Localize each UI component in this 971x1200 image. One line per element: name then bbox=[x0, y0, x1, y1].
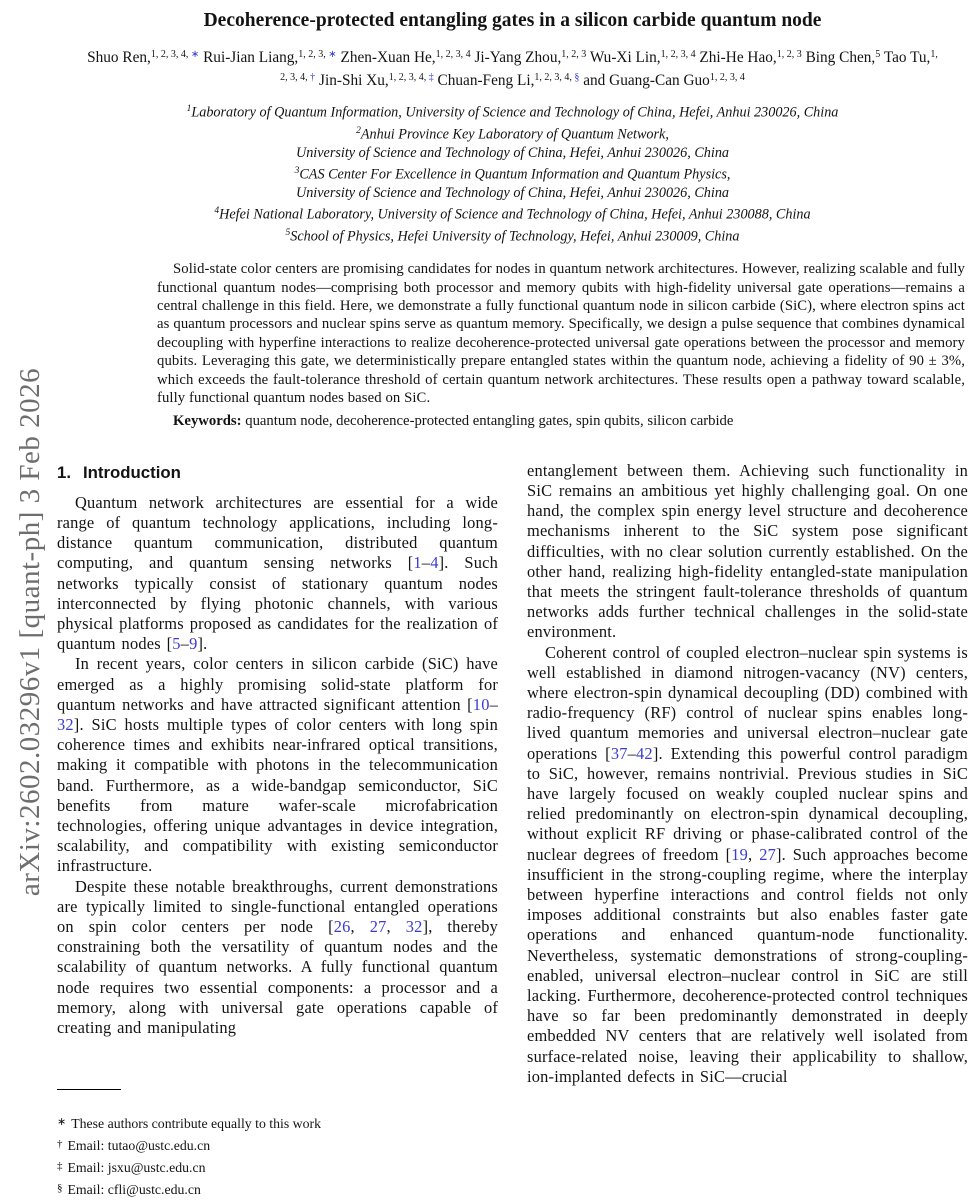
footnote bbox=[57, 1178, 502, 1200]
text-run: 1, 2, 3, bbox=[298, 49, 329, 60]
text-run: 1, 2, 3, 4 bbox=[435, 49, 471, 60]
column-left bbox=[57, 461, 498, 1087]
text-run: ]. SiC hosts multiple types of color centers with long spin coherence times and exhibits near-infrared optical transitions, making it compatible with photons in the telecommunication band. Furthermore, as a wide-bandgap semiconductor, SiC benefits from mature wafer-scale microfabrication technologies, offering unique advantages in device integration, scalability, and compatibility with existing semiconductor infrastructure. bbox=[57, 714, 498, 876]
affiliation-text: University of Science and Technology of China, Hefei, Anhui 230026, China bbox=[295, 144, 730, 161]
keywords-text: quantum node, decoherence-protected entangling gates, spin qubits, silicon carbide bbox=[241, 413, 734, 430]
text-run: , bbox=[350, 917, 370, 937]
text-run: and Guang-Can Guo bbox=[579, 72, 710, 89]
footnote-text: Email: jsxu@ustc.edu.cn bbox=[67, 1160, 206, 1176]
arxiv-watermark: arXiv:2602.03296v1 [quant-ph] 3 Feb 2026 bbox=[14, 367, 46, 897]
text-run: Despite these notable breakthroughs, current demonstrations are typically limited to single-functional entangled operations on spin color centers per node [ bbox=[57, 876, 498, 937]
paper-content bbox=[57, 0, 968, 1087]
affiliation-text: School of Physics, Hefei University of Technology, Hefei, Anhui 230009, China bbox=[290, 228, 740, 245]
right-column-paragraphs bbox=[527, 461, 968, 1087]
text-run: ], thereby constraining both the versatility of quantum nodes and the scalability of quantum networks. A fully functional quantum node requires two essential components: a processor and a memory, along with universal gate operations capable of creating and manipulating bbox=[57, 917, 498, 1038]
footnote-list bbox=[57, 1112, 502, 1200]
footnote-symbol: ‡ bbox=[57, 1160, 63, 1173]
footnote-text: Email: cfli@ustc.edu.cn bbox=[67, 1182, 201, 1198]
text-run: – bbox=[489, 694, 498, 714]
citation-link[interactable]: 42 bbox=[636, 743, 653, 763]
affiliation-number: 4 bbox=[214, 206, 220, 217]
citation-link[interactable]: ∗ bbox=[190, 49, 200, 60]
citation-link[interactable]: § bbox=[574, 72, 580, 83]
citation-link[interactable]: 27 bbox=[369, 917, 387, 937]
text-run: ]. Such approaches become insufficient in the strong-coupling regime, where the interplay between hyperfine interactions and control fields not only imposes additional constraints but also enables faster gate operations and enhanced quantum-node functionality. Nevertheless, systematic demonstrations of strong-coupling-enabled, universal electron–nuclear control in SiC are still lacking. Furthermore, decoherence-protected control techniques have so far been predominantly demonstrated in deeply embedded NV centers that are relatively well isolated from surface-related noise, leaving their applicability to shallow, ion-implanted defects in SiC—crucial bbox=[527, 844, 968, 1086]
affiliation-text: CAS Center For Excellence in Quantum Information and Quantum Physics, bbox=[299, 166, 731, 183]
section-title: Introduction bbox=[83, 462, 181, 482]
text-run: entanglement between them. Achieving such functionality in SiC remains an ambitious yet highly challenging goal. On one hand, the complex spin energy level structure and decoherence mechanisms inherent to the SiC system pose significant difficulties, with no clear solution currently established. On the other hand, realizing high-fidelity entangled-state manipulation that meets the stringent fault-tolerance thresholds of quantum networks adds further technical challenges in the solid-state environment. bbox=[527, 460, 968, 642]
paper-title: Decoherence-protected entangling gates in a silicon carbide quantum node bbox=[203, 10, 822, 31]
citation-link[interactable]: 26 bbox=[333, 917, 351, 937]
paragraph bbox=[527, 643, 968, 1087]
text-run: Zhi-He Hao, bbox=[695, 49, 777, 66]
paragraph bbox=[57, 877, 498, 1039]
citation-link[interactable]: 5 bbox=[172, 634, 181, 654]
text-run: Chuan-Feng Li, bbox=[433, 72, 535, 89]
text-run: Jin-Shi Xu, bbox=[315, 72, 389, 89]
footnote-text: These authors contribute equally to this work bbox=[71, 1116, 322, 1131]
text-run: – bbox=[180, 634, 190, 654]
affiliations-block bbox=[57, 100, 968, 246]
text-run: , bbox=[386, 917, 406, 937]
affiliation-number: 3 bbox=[294, 166, 300, 177]
text-run: – bbox=[627, 743, 637, 763]
text-run: 1, 2, 3, 4, bbox=[150, 49, 191, 60]
text-run: 1, 2, 3, 4, bbox=[280, 49, 938, 83]
footnote-symbol: † bbox=[57, 1138, 63, 1151]
footnote-rule bbox=[57, 1089, 121, 1090]
paragraph bbox=[527, 461, 968, 643]
text-run: ]. bbox=[197, 634, 208, 654]
citation-link[interactable]: 27 bbox=[759, 844, 776, 864]
citation-link[interactable]: ‡ bbox=[428, 72, 434, 83]
footnote-text: Email: tutao@ustc.edu.cn bbox=[67, 1138, 211, 1154]
text-run: – bbox=[421, 553, 431, 573]
text-run: Zhen-Xuan He, bbox=[336, 49, 436, 66]
text-run: 1, 2, 3, 4, bbox=[388, 72, 429, 83]
citation-link[interactable]: 1 bbox=[413, 553, 422, 573]
section-heading-introduction bbox=[57, 463, 498, 483]
text-run: 1, 2, 3, 4 bbox=[709, 72, 745, 83]
text-run: 1, 2, 3 bbox=[776, 49, 802, 60]
citation-link[interactable]: 37 bbox=[610, 743, 628, 763]
affiliation-line bbox=[57, 162, 968, 184]
paragraph bbox=[57, 493, 498, 655]
affiliation-line bbox=[57, 224, 968, 246]
text-run: , bbox=[748, 844, 760, 864]
author-list bbox=[57, 45, 968, 91]
affiliation-text: Anhui Province Key Laboratory of Quantum Network, bbox=[360, 126, 669, 143]
abstract-text: Solid-state color centers are promising candidates for nodes in quantum network architectures. However, realizing scalable and fully functional quantum nodes—comprising both processor and memory qubits with high-fidelity universal gate operations—remains a central challenge in this field. Here, we demonstrate a fully functional quantum node in silicon carbide (SiC), where electron spins act as quantum processors and nuclear spins serve as quantum memory. Specifically, we design a pulse sequence that combines dynamical decoupling with hyperfine interactions to realize decoherence-protected universal gate operations between the processor and memory qubits. Leveraging this gate, we deterministically prepare entangled states within the quantum node, achieving a fidelity of 90 ± 3%, which exceeds the fault-tolerance threshold of certain quantum network architectures. These results open a pathway toward scalable, fully functional quantum nodes based on SiC. bbox=[157, 261, 965, 406]
affiliation-text: University of Science and Technology of China, Hefei, Anhui 230026, China bbox=[295, 185, 730, 202]
affiliation-line bbox=[57, 100, 968, 122]
text-run: ]. Such networks typically consist of stationary quantum nodes interconnected by flying photonic channels, with various physical platforms proposed as candidates for the realization of quantum nodes [ bbox=[57, 553, 498, 654]
text-run: Tao Tu, bbox=[880, 49, 931, 66]
text-run: 1, 2, 3, 4 bbox=[660, 49, 696, 60]
footnote bbox=[57, 1134, 502, 1156]
text-run: ]. Extending this powerful control paradigm to SiC, however, remains nontrivial. Previous studies in SiC have largely focused on weakly coupled nuclear spins and relied predominantly on electron-spin dynamical decoupling, without explicit RF driving or phase-calibrated control of the nuclear degrees of freedom [ bbox=[527, 743, 968, 864]
citation-link[interactable]: 9 bbox=[189, 634, 198, 654]
citation-link[interactable]: ∗ bbox=[328, 49, 337, 60]
citation-link[interactable]: † bbox=[310, 72, 316, 83]
paragraph bbox=[57, 654, 498, 876]
affiliation-text: Hefei National Laboratory, University of Science and Technology of China, Hefei, Anhui 230088, China bbox=[219, 206, 811, 223]
keywords-line bbox=[157, 412, 965, 430]
affiliation-number: 2 bbox=[356, 125, 361, 136]
footnotes-block bbox=[57, 1089, 502, 1200]
affiliation-line bbox=[57, 184, 968, 202]
abstract-block bbox=[157, 260, 965, 431]
text-run: Ji-Yang Zhou, bbox=[470, 49, 562, 66]
citation-link[interactable]: 32 bbox=[405, 917, 423, 937]
text-run: 1, 2, 3, 4, bbox=[534, 72, 575, 83]
text-run: Coherent control of coupled electron–nuclear spin systems is well established in diamond nitrogen-vacancy (NV) centers, where electron-spin dynamical decoupling (DD) combined with radio-frequency (RF) control of nuclear spins enables long-lived quantum memories and universal electron–nuclear gate operations [ bbox=[527, 642, 968, 763]
text-run: 5 bbox=[875, 49, 881, 60]
column-right bbox=[527, 461, 968, 1087]
text-run: Wu-Xi Lin, bbox=[586, 49, 661, 66]
affiliation-text: Laboratory of Quantum Information, University of Science and Technology of China, Hefei, Anhui 230026, China bbox=[191, 104, 839, 121]
two-column-body bbox=[57, 461, 968, 1087]
text-run: 1, 2, 3 bbox=[561, 49, 587, 60]
affiliation-line bbox=[57, 144, 968, 162]
section-number: 1. bbox=[57, 462, 71, 482]
affiliation-line bbox=[57, 202, 968, 224]
footnote-symbol: § bbox=[57, 1182, 63, 1195]
text-run: Shuo Ren, bbox=[87, 49, 151, 66]
footnote-symbol: ∗ bbox=[57, 1116, 67, 1128]
text-run: Bing Chen, bbox=[801, 49, 876, 66]
affiliation-number: 1 bbox=[186, 104, 192, 114]
citation-link[interactable]: 4 bbox=[430, 553, 439, 573]
text-run: Quantum network architectures are essential for a wide range of quantum technology applications, including long-distance quantum communication, distributed quantum computing, and quantum sensing networks [ bbox=[57, 492, 498, 573]
left-column-paragraphs bbox=[57, 493, 498, 1038]
footnote bbox=[57, 1112, 502, 1134]
citation-link[interactable]: 10 bbox=[472, 694, 490, 714]
text-run: In recent years, color centers in silicon carbide (SiC) have emerged as a highly promising solid-state platform for quantum networks and have attracted significant attention [ bbox=[57, 654, 498, 714]
text-run: Rui-Jian Liang, bbox=[199, 49, 299, 66]
citation-link[interactable]: 19 bbox=[731, 844, 749, 864]
footnote bbox=[57, 1156, 502, 1178]
citation-link[interactable]: 32 bbox=[57, 714, 74, 734]
affiliation-line bbox=[57, 122, 968, 144]
affiliation-number: 5 bbox=[285, 228, 291, 239]
keywords-label: Keywords: bbox=[173, 413, 242, 430]
